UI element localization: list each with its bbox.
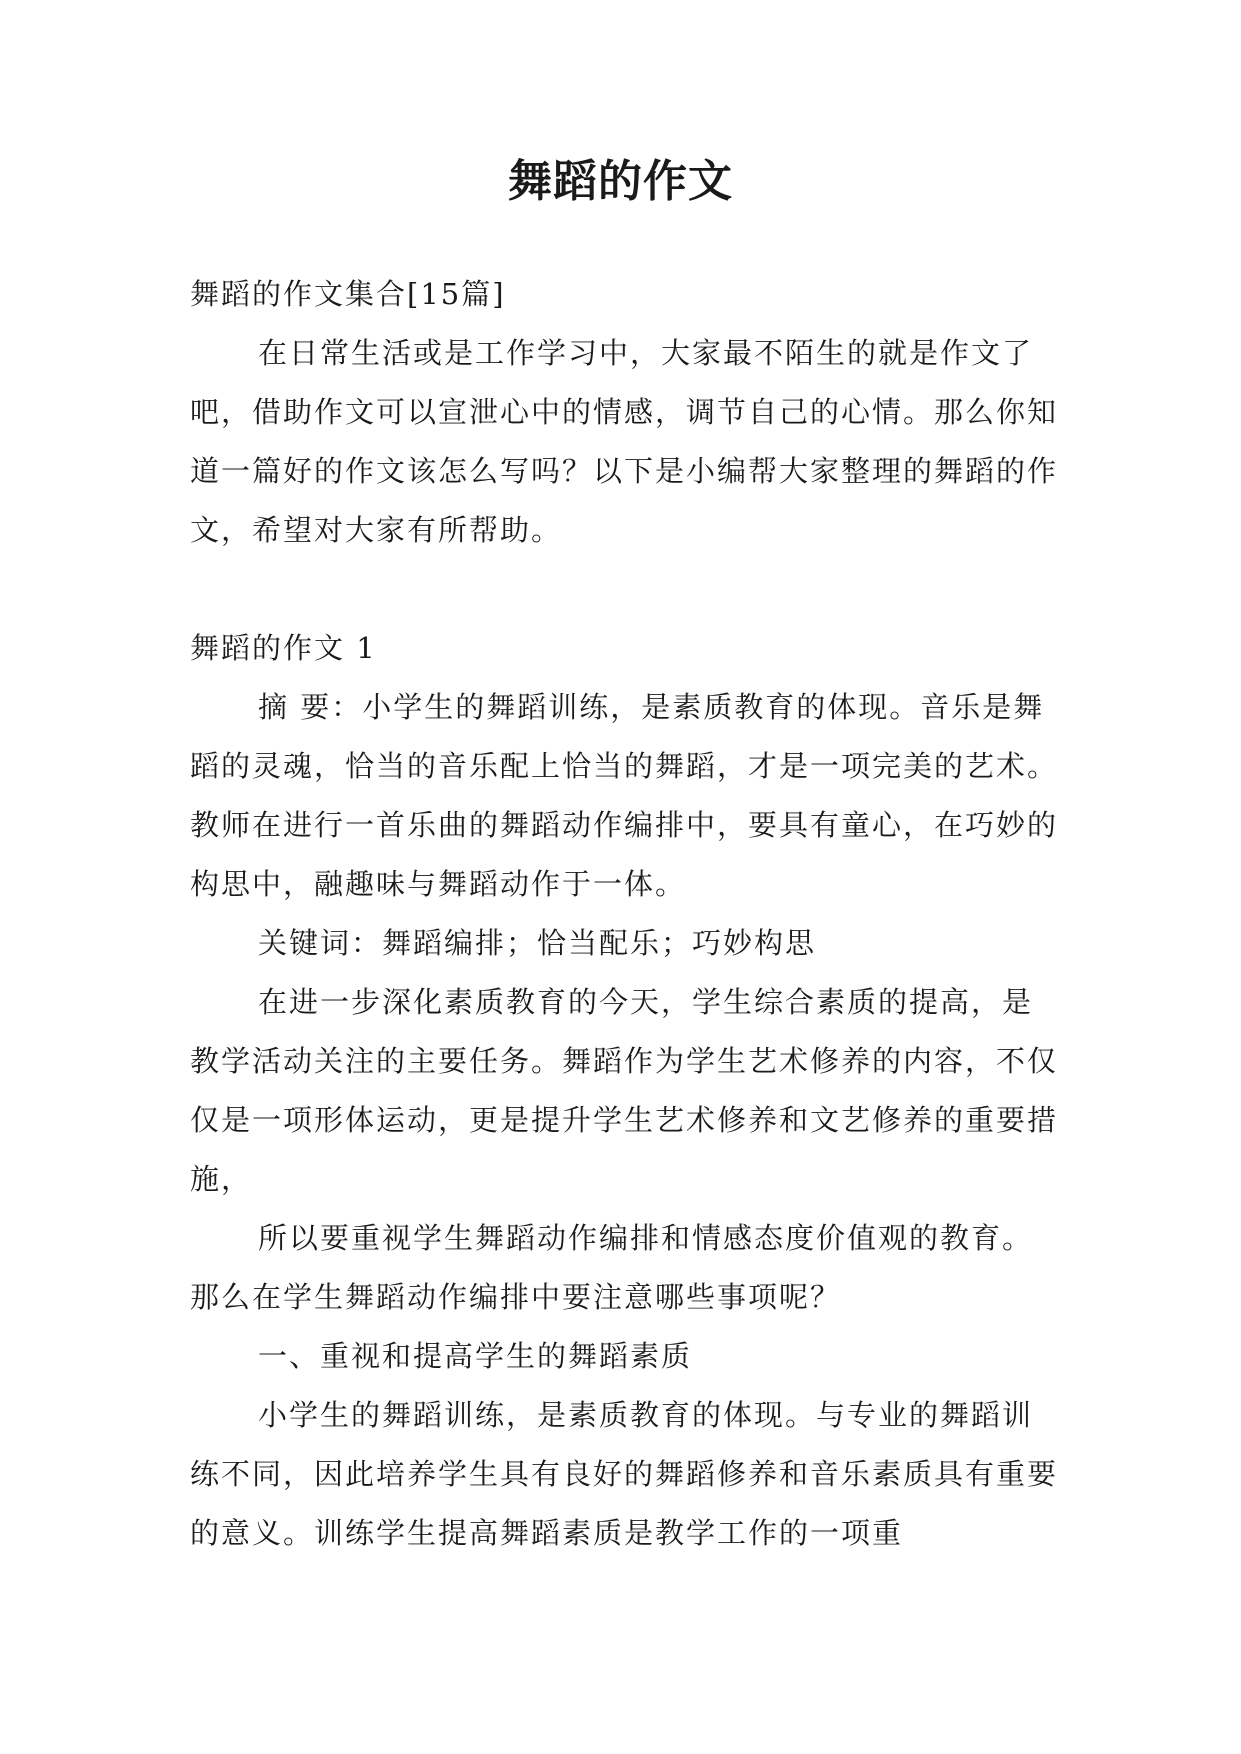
body-paragraph-2: 所以要重视学生舞蹈动作编排和情感态度价值观的教育。那么在学生舞蹈动作编排中要注意哪些事项呢？: [190, 1221, 1034, 1314]
keywords-paragraph: 关键词：舞蹈编排；恰当配乐；巧妙构思: [258, 926, 817, 960]
section-heading: 舞蹈的作文 1: [190, 631, 377, 665]
point-heading-1: 一、重视和提高学生的舞蹈素质: [258, 1339, 693, 1373]
spacer: [190, 560, 1060, 619]
document-body: [190, 265, 1060, 1563]
abstract-paragraph: 摘 要：小学生的舞蹈训练，是素质教育的体现。音乐是舞蹈的灵魂，恰当的音乐配上恰当的舞蹈，才是一项完美的艺术。教师在进行一首乐曲的舞蹈动作编排中，要具有童心，在巧妙的构思中，融趣味与舞蹈动作于一体。: [190, 690, 1059, 901]
body-paragraph-3: 小学生的舞蹈训练，是素质教育的体现。与专业的舞蹈训练不同，因此培养学生具有良好的舞蹈修养和音乐素质具有重要的意义。训练学生提高舞蹈素质是教学工作的一项重: [190, 1398, 1059, 1550]
page-title: 舞蹈的作文: [508, 156, 733, 207]
body-paragraph-1: 在进一步深化素质教育的今天，学生综合素质的提高，是教学活动关注的主要任务。舞蹈作为学生艺术修养的内容，不仅仅是一项形体运动，更是提升学生艺术修养和文艺修养的重要措施，: [190, 985, 1059, 1196]
collection-subtitle: 舞蹈的作文集合[15篇]: [190, 277, 506, 311]
intro-paragraph: 在日常生活或是工作学习中，大家最不陌生的就是作文了吧，借助作文可以宣泄心中的情感，调节自己的心情。那么你知道一篇好的作文该怎么写吗？以下是小编帮大家整理的舞蹈的作文，希望对大家有所帮助。: [190, 336, 1059, 547]
